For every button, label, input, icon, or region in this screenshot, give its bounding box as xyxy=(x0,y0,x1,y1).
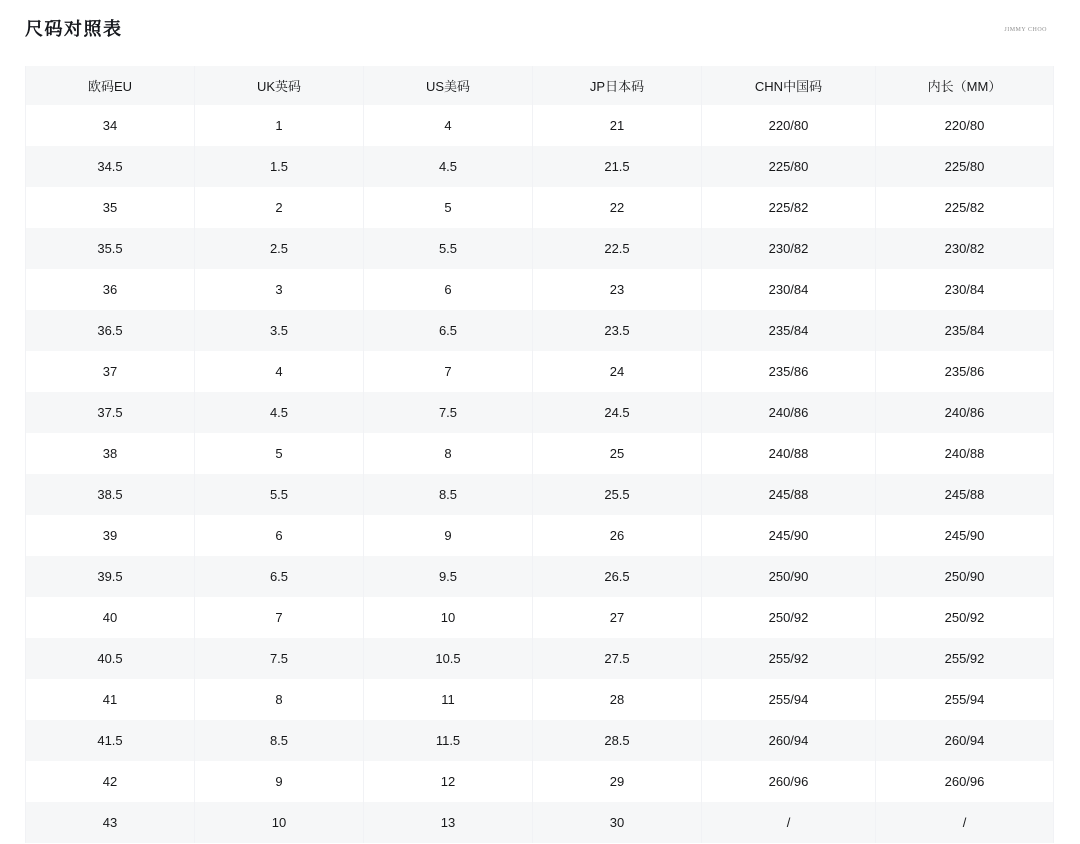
table-cell: 39 xyxy=(26,515,195,556)
table-cell: 7.5 xyxy=(364,392,533,433)
table-cell: 25 xyxy=(533,433,702,474)
table-header-row xyxy=(26,66,1054,105)
table-cell: 27.5 xyxy=(533,638,702,679)
jimmy-choo-logo: JIMMY CHOO xyxy=(1004,27,1047,33)
table-cell: 1.5 xyxy=(195,146,364,187)
table-cell: 36 xyxy=(26,269,195,310)
page-title: 尺码对照表 xyxy=(25,19,123,39)
column-header-jp: JP日本码 xyxy=(533,66,702,105)
table-cell: 13 xyxy=(364,802,533,843)
table-cell: 3.5 xyxy=(195,310,364,351)
table-cell: 3 xyxy=(195,269,364,310)
table-cell: 8 xyxy=(364,433,533,474)
table-cell: 4 xyxy=(364,105,533,146)
table-cell: 4.5 xyxy=(195,392,364,433)
table-cell: 23.5 xyxy=(533,310,702,351)
table-cell: 26.5 xyxy=(533,556,702,597)
table-cell: 4.5 xyxy=(364,146,533,187)
table-cell: 12 xyxy=(364,761,533,802)
table-cell: 9 xyxy=(195,761,364,802)
table-cell: 240/88 xyxy=(702,433,876,474)
table-cell: 5 xyxy=(364,187,533,228)
table-cell: 39.5 xyxy=(26,556,195,597)
table-cell: 11 xyxy=(364,679,533,720)
table-cell: 260/94 xyxy=(702,720,876,761)
table-cell: 260/94 xyxy=(876,720,1054,761)
table-cell: 240/86 xyxy=(876,392,1054,433)
table-cell: 11.5 xyxy=(364,720,533,761)
table-cell: 245/88 xyxy=(876,474,1054,515)
table-cell: 22 xyxy=(533,187,702,228)
table-cell: 250/92 xyxy=(702,597,876,638)
table-cell: 42 xyxy=(26,761,195,802)
table-cell: 250/90 xyxy=(702,556,876,597)
table-cell: 235/86 xyxy=(702,351,876,392)
table-cell: 35 xyxy=(26,187,195,228)
table-cell: 230/84 xyxy=(702,269,876,310)
table-row xyxy=(26,433,1054,474)
table-row xyxy=(26,802,1054,843)
table-row xyxy=(26,392,1054,433)
table-row xyxy=(26,146,1054,187)
table-cell: 245/90 xyxy=(876,515,1054,556)
table-cell: 2.5 xyxy=(195,228,364,269)
table-row xyxy=(26,310,1054,351)
table-cell: 34.5 xyxy=(26,146,195,187)
table-cell: 25.5 xyxy=(533,474,702,515)
table-cell: 1 xyxy=(195,105,364,146)
table-cell: 7 xyxy=(364,351,533,392)
table-cell: 235/86 xyxy=(876,351,1054,392)
table-cell: 6.5 xyxy=(364,310,533,351)
table-cell: 5.5 xyxy=(195,474,364,515)
column-header-inner-length: 内长（MM） xyxy=(876,66,1054,105)
table-row xyxy=(26,187,1054,228)
table-cell: 35.5 xyxy=(26,228,195,269)
table-cell: 29 xyxy=(533,761,702,802)
table-cell: 40.5 xyxy=(26,638,195,679)
table-cell: 225/80 xyxy=(702,146,876,187)
table-row xyxy=(26,515,1054,556)
table-cell: 9 xyxy=(364,515,533,556)
table-cell: 230/84 xyxy=(876,269,1054,310)
table-cell: 41.5 xyxy=(26,720,195,761)
table-cell: 6 xyxy=(364,269,533,310)
table-cell: 22.5 xyxy=(533,228,702,269)
table-cell: 38 xyxy=(26,433,195,474)
table-cell: 255/92 xyxy=(876,638,1054,679)
table-cell: 255/94 xyxy=(876,679,1054,720)
table-cell: 34 xyxy=(26,105,195,146)
table-cell: 30 xyxy=(533,802,702,843)
table-cell: 225/82 xyxy=(702,187,876,228)
table-cell: 250/92 xyxy=(876,597,1054,638)
table-cell: / xyxy=(876,802,1054,843)
table-cell: 36.5 xyxy=(26,310,195,351)
column-header-chn: CHN中国码 xyxy=(702,66,876,105)
table-cell: 10.5 xyxy=(364,638,533,679)
table-cell: 28 xyxy=(533,679,702,720)
table-cell: 5.5 xyxy=(364,228,533,269)
table-row xyxy=(26,679,1054,720)
table-cell: 255/94 xyxy=(702,679,876,720)
table-cell: 23 xyxy=(533,269,702,310)
table-cell: 240/88 xyxy=(876,433,1054,474)
table-cell: 2 xyxy=(195,187,364,228)
table-row xyxy=(26,761,1054,802)
table-cell: 26 xyxy=(533,515,702,556)
page-header xyxy=(0,0,1080,42)
table-cell: 27 xyxy=(533,597,702,638)
size-conversion-table xyxy=(25,66,1054,843)
table-cell: 235/84 xyxy=(876,310,1054,351)
table-cell: 245/90 xyxy=(702,515,876,556)
table-cell: 8.5 xyxy=(364,474,533,515)
table-cell: 220/80 xyxy=(876,105,1054,146)
table-cell: 7.5 xyxy=(195,638,364,679)
table-cell: 28.5 xyxy=(533,720,702,761)
table-row xyxy=(26,720,1054,761)
table-row xyxy=(26,228,1054,269)
table-cell: 240/86 xyxy=(702,392,876,433)
table-cell: 6 xyxy=(195,515,364,556)
table-cell: 38.5 xyxy=(26,474,195,515)
table-cell: 235/84 xyxy=(702,310,876,351)
table-cell: 225/82 xyxy=(876,187,1054,228)
column-header-eu: 欧码EU xyxy=(26,66,195,105)
table-cell: 7 xyxy=(195,597,364,638)
table-cell: 9.5 xyxy=(364,556,533,597)
table-cell: 10 xyxy=(195,802,364,843)
table-cell: 21 xyxy=(533,105,702,146)
table-cell: 250/90 xyxy=(876,556,1054,597)
table-cell: 24.5 xyxy=(533,392,702,433)
table-cell: 4 xyxy=(195,351,364,392)
table-cell: 230/82 xyxy=(702,228,876,269)
table-body xyxy=(26,105,1054,843)
table-cell: 10 xyxy=(364,597,533,638)
table-row xyxy=(26,638,1054,679)
table-cell: 41 xyxy=(26,679,195,720)
table-cell: 255/92 xyxy=(702,638,876,679)
table-row xyxy=(26,556,1054,597)
table-cell: 5 xyxy=(195,433,364,474)
table-row xyxy=(26,351,1054,392)
table-cell: 245/88 xyxy=(702,474,876,515)
table-row xyxy=(26,597,1054,638)
column-header-us: US美码 xyxy=(364,66,533,105)
table-cell: 220/80 xyxy=(702,105,876,146)
table-cell: 43 xyxy=(26,802,195,843)
table-cell: 40 xyxy=(26,597,195,638)
table-row xyxy=(26,474,1054,515)
table-cell: 260/96 xyxy=(876,761,1054,802)
table-cell: 24 xyxy=(533,351,702,392)
table-cell: / xyxy=(702,802,876,843)
table-cell: 8.5 xyxy=(195,720,364,761)
table-cell: 21.5 xyxy=(533,146,702,187)
column-header-uk: UK英码 xyxy=(195,66,364,105)
table-cell: 230/82 xyxy=(876,228,1054,269)
table-row xyxy=(26,105,1054,146)
table-cell: 225/80 xyxy=(876,146,1054,187)
table-cell: 37 xyxy=(26,351,195,392)
table-row xyxy=(26,269,1054,310)
table-cell: 6.5 xyxy=(195,556,364,597)
table-cell: 8 xyxy=(195,679,364,720)
table-cell: 37.5 xyxy=(26,392,195,433)
table-cell: 260/96 xyxy=(702,761,876,802)
